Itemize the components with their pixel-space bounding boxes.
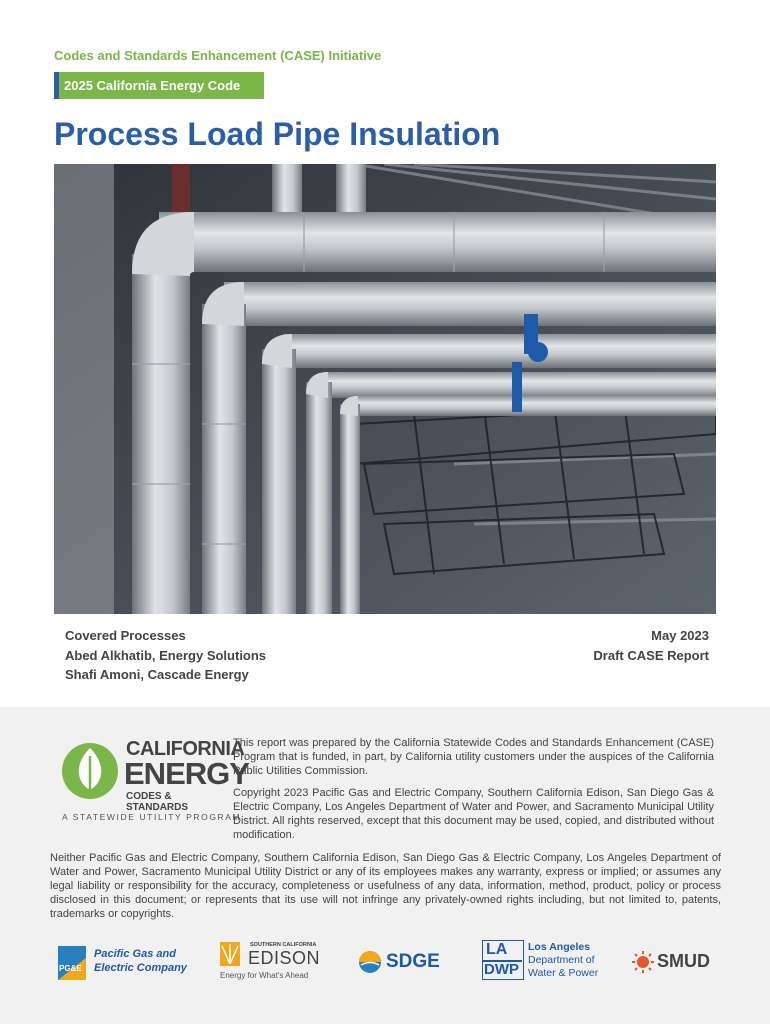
pge-logo (58, 944, 188, 984)
ladwp-box (482, 940, 524, 980)
author-2: Shafi Amoni, Cascade Energy (65, 667, 249, 682)
copyright-statement: Copyright 2023 Pacific Gas and Electric Company, Southern California Edison, San Diego Gas & Electric Company, Los Angeles Department of Water and Power, and Sacramento Municipal Utility District. All rights reserved, except that this document may be used, copied, and distributed without modification. (233, 787, 714, 841)
ladwp-logo (482, 940, 602, 984)
ladwp-dwp: DWP (484, 961, 519, 978)
sdge-globe-icon (358, 950, 382, 974)
sce-sun-icon (220, 942, 240, 966)
ladwp-line-3: Water & Power (528, 967, 599, 979)
california-energy-codes-logo (60, 738, 249, 828)
smud-logo (632, 950, 722, 976)
smud-sun-icon (632, 951, 654, 973)
ladwp-line-2: Department of (528, 954, 595, 966)
program-name: Covered Processes (65, 628, 186, 643)
logo-line-3: CODES & STANDARDS (126, 791, 189, 813)
sdge-name: SDGE (386, 951, 440, 972)
logo-line-2: ENERGY (124, 756, 249, 791)
report-date: May 2023 (651, 628, 709, 643)
pge-mark: PG&E (59, 964, 82, 973)
sce-name: EDISON (248, 948, 321, 968)
leaf-icon (60, 738, 120, 804)
smud-name: SMUD (657, 951, 710, 971)
hero-photo (54, 164, 716, 614)
disclaimer-statement: Neither Pacific Gas and Electric Company, Southern California Edison, San Diego Gas & Electric Company, Los Angeles Department of Water and Power, Sacramento Municipal Utility District or any of its employees makes any warranty, express or implied; or assumes any legal liability or responsibility for the accuracy, completeness or usefulness of any data, information, method, product, policy or process disclosed in this document; or represents that its use will not infringe any privately-owned rights including, but not limited to, patents, trademarks or copyrights. (50, 852, 721, 920)
badge-stripe (54, 72, 59, 99)
ladwp-line-1: Los Angeles (528, 941, 591, 953)
logo-tagline: A STATEWIDE UTILITY PROGRAM (62, 812, 242, 822)
pge-name-2: Electric Company (94, 962, 187, 974)
sce-tagline: Energy for What's Ahead (220, 971, 309, 980)
code-cycle-label: 2025 California Energy Code (64, 78, 241, 93)
author-1: Abed Alkhatib, Energy Solutions (65, 647, 267, 663)
sce-top: SOUTHERN CALIFORNIA (250, 942, 317, 948)
report-type: Draft CASE Report (593, 647, 709, 663)
pipes-illustration (54, 164, 716, 614)
initiative-kicker: Codes and Standards Enhancement (CASE) Initiative (54, 48, 382, 63)
code-cycle-badge (54, 72, 264, 99)
ladwp-la: LA (486, 941, 508, 958)
report-meta-right (593, 626, 709, 665)
funding-statement: This report was prepared by the California Statewide Codes and Standards Enhancement (CASE) Program that is funded, in part, by California utility customers under the auspices of the California Public Utilities Commission. (233, 737, 714, 777)
sdge-logo (358, 948, 453, 978)
logo-line-1: CALIFORNIA (126, 738, 245, 760)
sce-logo (220, 940, 330, 986)
report-title: Process Load Pipe Insulation (54, 116, 501, 152)
pge-shield-icon (58, 946, 86, 980)
pge-name-1: Pacific Gas and (94, 948, 176, 960)
report-meta-left (65, 626, 266, 685)
utility-logos (0, 938, 770, 988)
